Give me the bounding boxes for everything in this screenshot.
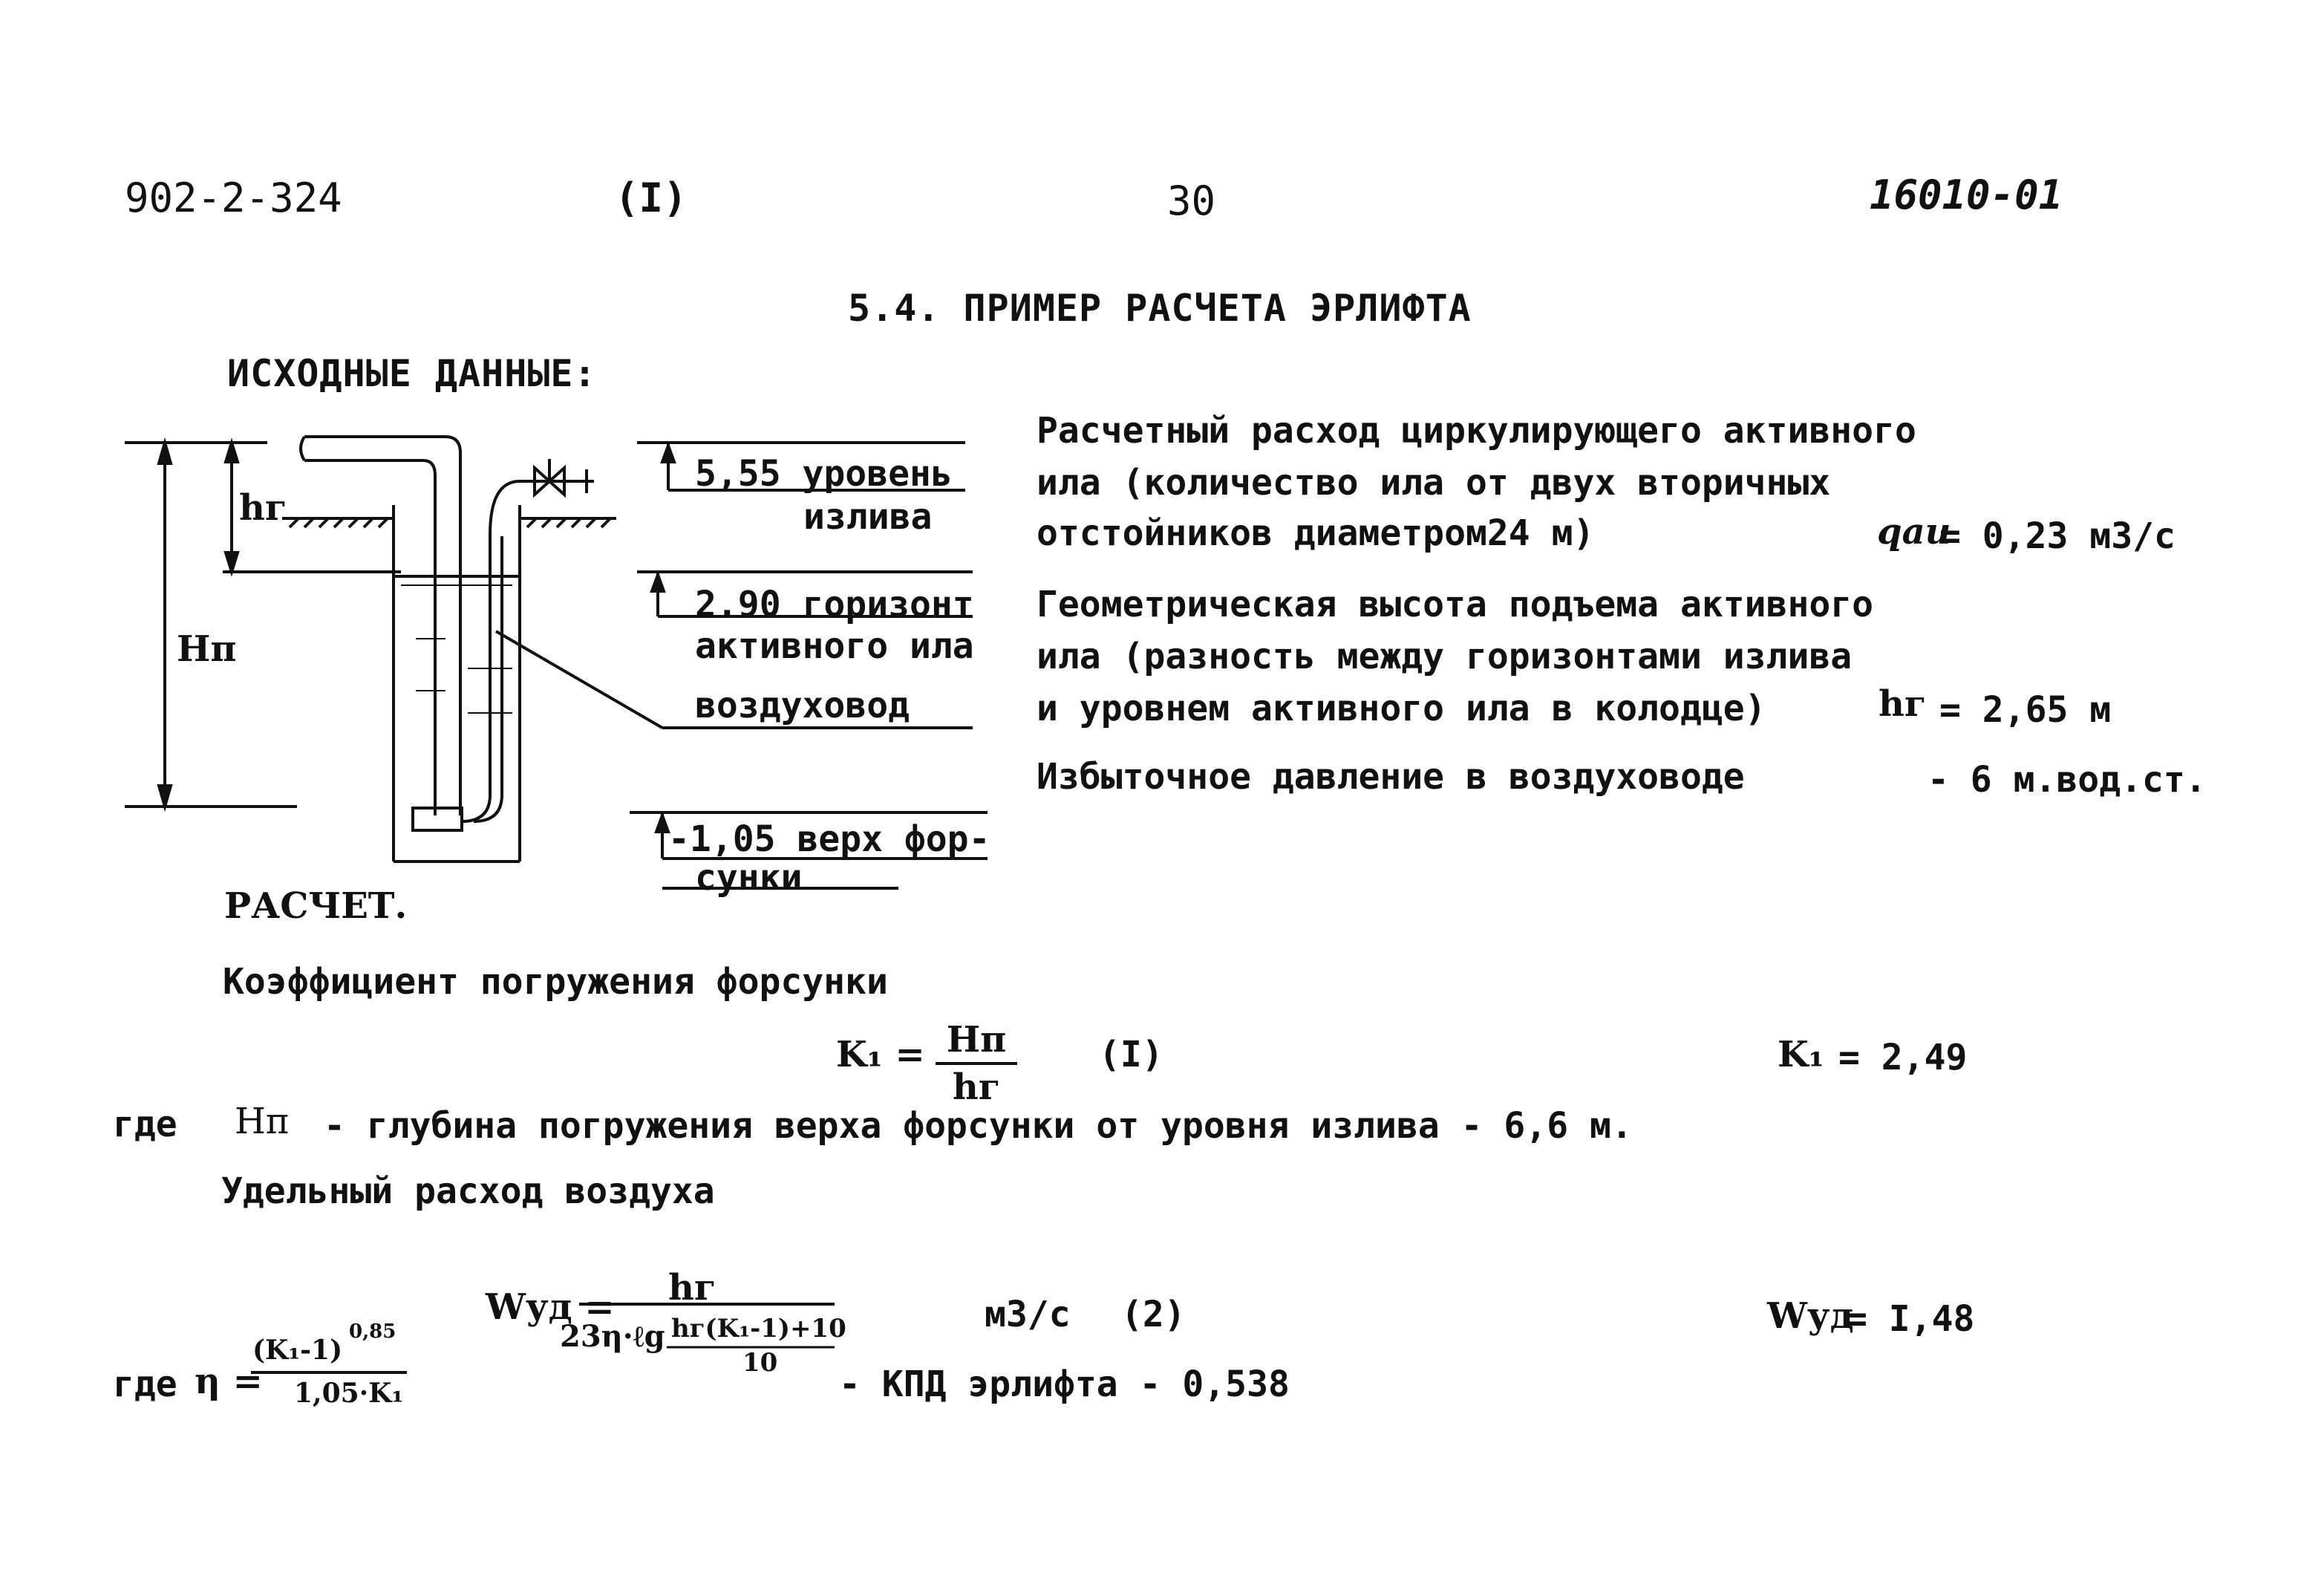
flow-line-2: ила (количество ила от двух вторичных [1037,462,1831,504]
where2-word: где [113,1364,177,1405]
eta-numerator: (K₁-1) [252,1335,343,1366]
pressure-line: Избыточное давление в воздуховоде [1037,756,1745,798]
formula2-result-symbol: Wуд [1767,1295,1854,1337]
formula1-result-value: = 2,49 [1838,1037,1968,1078]
mark-outflow-level: 5,55 уровень [695,453,953,495]
formula2-lhs: Wуд = [486,1286,615,1328]
document-code: 902-2-324 [125,175,342,221]
mark-sludge-level: 2.90 горизонт [695,584,974,625]
formula1-lhs: K₁ = [836,1034,925,1075]
height-line-3: и уровнем активного ила в колодце) [1037,688,1766,729]
where1-text: - глубина погружения верха форсунки от уровня излива - 6,6 м. [324,1105,1633,1147]
formula2-result-value: = I,48 [1846,1298,1975,1340]
formula2-numerator: hг [668,1267,717,1309]
flow-value: = 0,23 м3/с [1939,515,2176,557]
section-title: 5.4. ПРИМЕР РАСЧЕТА ЭРЛИФТА [848,287,1472,330]
formula1-numerator: Hп [946,1019,1007,1061]
formula1-result-symbol: K₁ [1778,1034,1824,1075]
where1-symbol: Hп [235,1101,290,1142]
calc-heading: РАСЧЕТ. [224,885,408,927]
label-Hn: Hп [177,628,237,670]
page-number: 30 [1167,177,1216,224]
inventory-number: 16010-01 [1870,172,2063,218]
pressure-value: - 6 м.вод.ст. [1928,759,2207,801]
coefficient-label: Коэффициент погружения форсунки [223,961,888,1003]
height-symbol: hг [1879,683,1927,725]
label-hr: hг [239,487,287,529]
height-line-2: ила (разность между горизонтами излива [1037,636,1853,677]
flow-line-3: отстойников диаметром24 м) [1037,512,1595,554]
height-value: = 2,65 м [1939,689,2112,731]
formula2-number: (2) [1121,1294,1186,1335]
eta-denominator: 1,05·K₁ [294,1378,404,1409]
efficiency-text: - КПД эрлифта - 0,538 [839,1364,1290,1405]
formula2-inner-numerator: hг(K₁-1)+10 [671,1314,846,1343]
height-line-1: Геометрическая высота подъема активного [1037,584,1874,625]
flow-symbol: qаи [1877,511,1951,553]
initial-data-heading: ИСХОДНЫЕ ДАННЫЕ: [227,352,597,395]
formula1-denominator: hг [952,1066,1001,1108]
mark-injector-level: -1,05 верх фор- [668,818,990,860]
formula2-units: м3/с [985,1294,1071,1335]
air-duct-label: воздуховод [695,685,910,726]
eta-exponent: 0,85 [349,1320,396,1343]
mark-sludge-text: активного ила [695,625,974,667]
mark-injector-text: сунки [695,857,803,899]
mark-outflow-text: излива [803,496,933,538]
where1-word: где [113,1104,177,1145]
formula2-denominator-prefix: 23η·ℓg [560,1319,665,1354]
part-number: (I) [615,175,688,221]
formula2-inner-denominator: 10 [742,1348,778,1378]
flow-line-1: Расчетный расход циркулирующего активного [1037,410,1916,452]
eta-symbol: η = [195,1361,263,1402]
air-consumption-label: Удельный расход воздуха [221,1170,715,1212]
formula1-number: (I) [1099,1034,1163,1075]
